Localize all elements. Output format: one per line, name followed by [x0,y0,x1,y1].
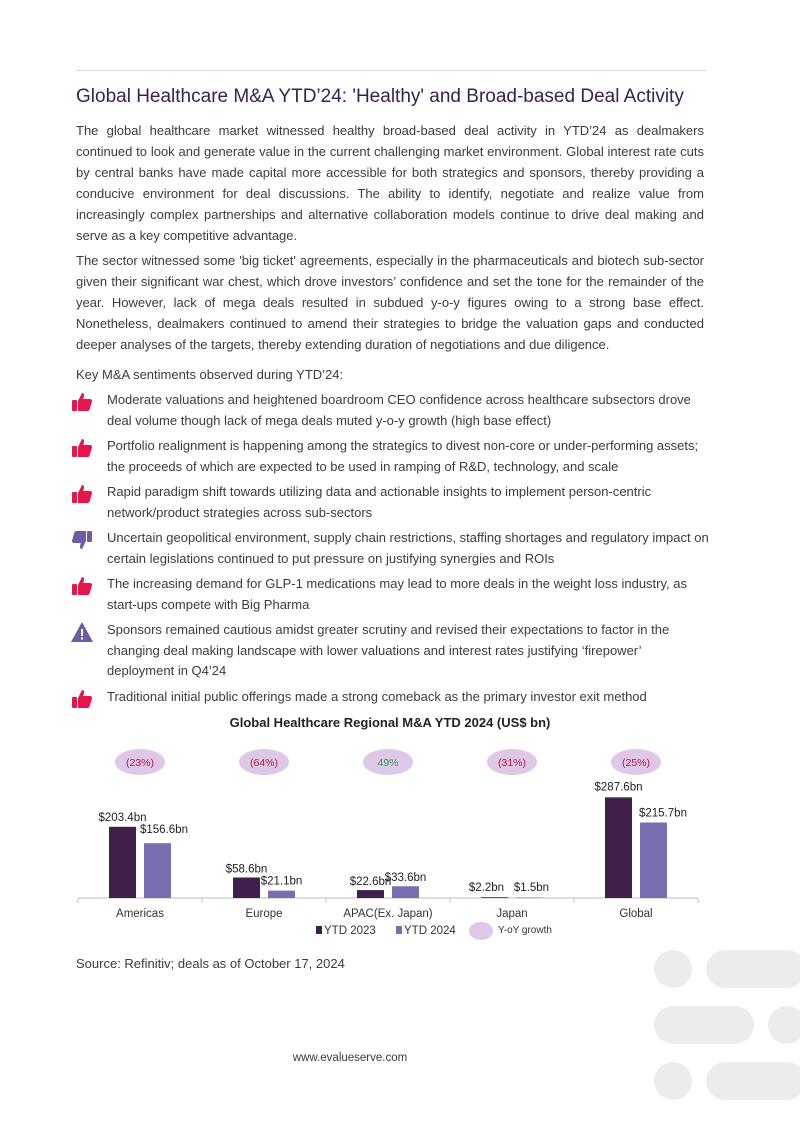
x-tick-label: APAC(Ex. Japan) [343,908,433,920]
thumbs-up-icon [70,687,94,711]
sentiment-text: Traditional initial public offerings made a strong comeback as the primary investor exit method [107,688,647,704]
sentiments-intro: Key M&A sentiments observed during YTD’24: [76,367,344,382]
legend-growth-bubble [469,922,493,940]
decorative-pill [654,950,692,988]
decorative-pill [706,950,800,988]
x-tick-label: Europe [245,908,283,920]
data-label: $1.5bn [513,882,550,894]
growth-label: (64%) [249,757,279,769]
sentiment-text: Moderate valuations and heightened boardroom CEO confidence across healthcare subsectors drove deal volume though lack of mega deals muted y-o-y growth (high base effect) [107,392,691,428]
x-tick-label: Japan [496,908,528,920]
list-item [70,436,710,477]
sentiment-text: Portfolio realignment is happening among the strategics to divest non-core or under-performing assets; the proceeds of which are expected to be used in ramping of R&D, technology, and scale [107,438,699,474]
sentiment-list [70,390,710,707]
bar-ytd-2024 [268,891,295,898]
thumbs-up-icon [70,482,94,506]
bar-ytd-2023 [233,877,260,898]
list-item [70,482,710,523]
bar-ytd-2024 [516,897,543,898]
data-label: $21.1bn [260,875,303,888]
legend-growth-label: Y-oY growth [498,925,552,936]
list-item [70,390,710,431]
bar-ytd-2023 [605,797,632,898]
sentiment-text: Sponsors remained cautious amidst greater scrutiny and revised their expectations to factor in the changing deal making landscape with lower valuations and interest rates justifying ‘firepower’ deployment in Q4’24 [107,622,670,678]
list-item [70,620,710,682]
thumbs-up-icon [70,574,94,598]
x-tick-label: Americas [116,908,164,920]
bar-ytd-2024 [144,843,171,898]
data-label: $58.6bn [225,863,268,876]
top-divider [76,70,706,71]
thumbs-down-icon [70,528,94,552]
list-item [70,687,710,708]
data-label: $215.7bn [639,807,687,820]
legend-swatch [316,926,322,934]
bar-ytd-2023 [357,890,384,898]
bar-ytd-2024 [640,823,667,898]
data-label: $203.4bn [98,811,147,824]
decorative-pill [768,1006,800,1044]
growth-label: 49% [377,757,399,769]
decorative-pill [654,1062,692,1100]
bar-ytd-2023 [109,827,136,898]
page-heading: Global Healthcare M&A YTD’24: 'Healthy' and Broad-based Deal Activity [76,86,684,107]
x-tick-label: Global [619,908,653,920]
sentiment-text: The increasing demand for GLP-1 medications may lead to more deals in the weight loss industry, as start-ups compete with Big Pharma [107,576,687,612]
thumbs-up-icon [70,390,94,414]
decorative-pill [654,1006,754,1044]
data-label: $33.6bn [384,872,427,885]
warning-icon [70,620,94,644]
data-label: $287.6bn [594,781,643,794]
legend-label: YTD 2024 [404,925,456,937]
legend-label: YTD 2023 [324,925,376,937]
intro-paragraph-2: The sector witnessed some 'big ticket' agreements, especially in the pharmaceuticals and biotech sub-sector given their significant war chest, which drove investors’ confidence and set the tone for the remainder of the year. However, lack of mega deals resulted in subdued y-o-y figures owing to a strong base effect. Nonetheless, dealmakers continued to amend their strategies to bridge the valuation gaps and conducted deeper analyses of the targets, thereby extending duration of negotiations and due diligence. [76,253,704,352]
chart-title: Global Healthcare Regional M&A YTD 2024 (US$ bn) [229,715,551,730]
thumbs-up-icon [70,436,94,460]
data-label: $22.6bn [349,876,392,889]
growth-label: (31%) [497,757,527,769]
sentiment-text: Uncertain geopolitical environment, supply chain restrictions, staffing shortages and regulatory impact on certain legislations continued to put pressure on justifying synergies and ROIs [107,530,709,566]
data-label: $156.6bn [140,824,188,837]
list-item [70,574,710,615]
growth-label: (23%) [125,757,155,769]
sentiment-text: Rapid paradigm shift towards utilizing data and actionable insights to implement person-centric network/product strategies across sub-sectors [107,484,652,520]
footer-url: www.evalueserve.com [292,1052,408,1064]
bar-ytd-2024 [392,886,419,898]
source-note: Source: Refinitiv; deals as of October 17, 2024 [76,956,345,971]
intro-paragraph-1: The global healthcare market witnessed healthy broad-based deal activity in YTD’24 as dealmakers continued to look and generate value in the current challenging market environment. Global interest rate cuts by central banks have made capital more accessible for both strategics and sponsors, thereby providing a conducive environment for deal discussions. The ability to identify, negotiate and realize value from increasingly complex partnerships and alternative collaboration models continue to drive deal making and serve as a key competitive advantage. [76,123,704,243]
growth-label: (25%) [621,757,651,769]
data-label: $2.2bn [468,882,505,894]
list-item [70,528,710,569]
legend-swatch [396,926,402,934]
bar-ytd-2023 [481,897,508,898]
regional-ma-bar-chart [0,740,800,950]
decorative-pill [706,1062,800,1100]
